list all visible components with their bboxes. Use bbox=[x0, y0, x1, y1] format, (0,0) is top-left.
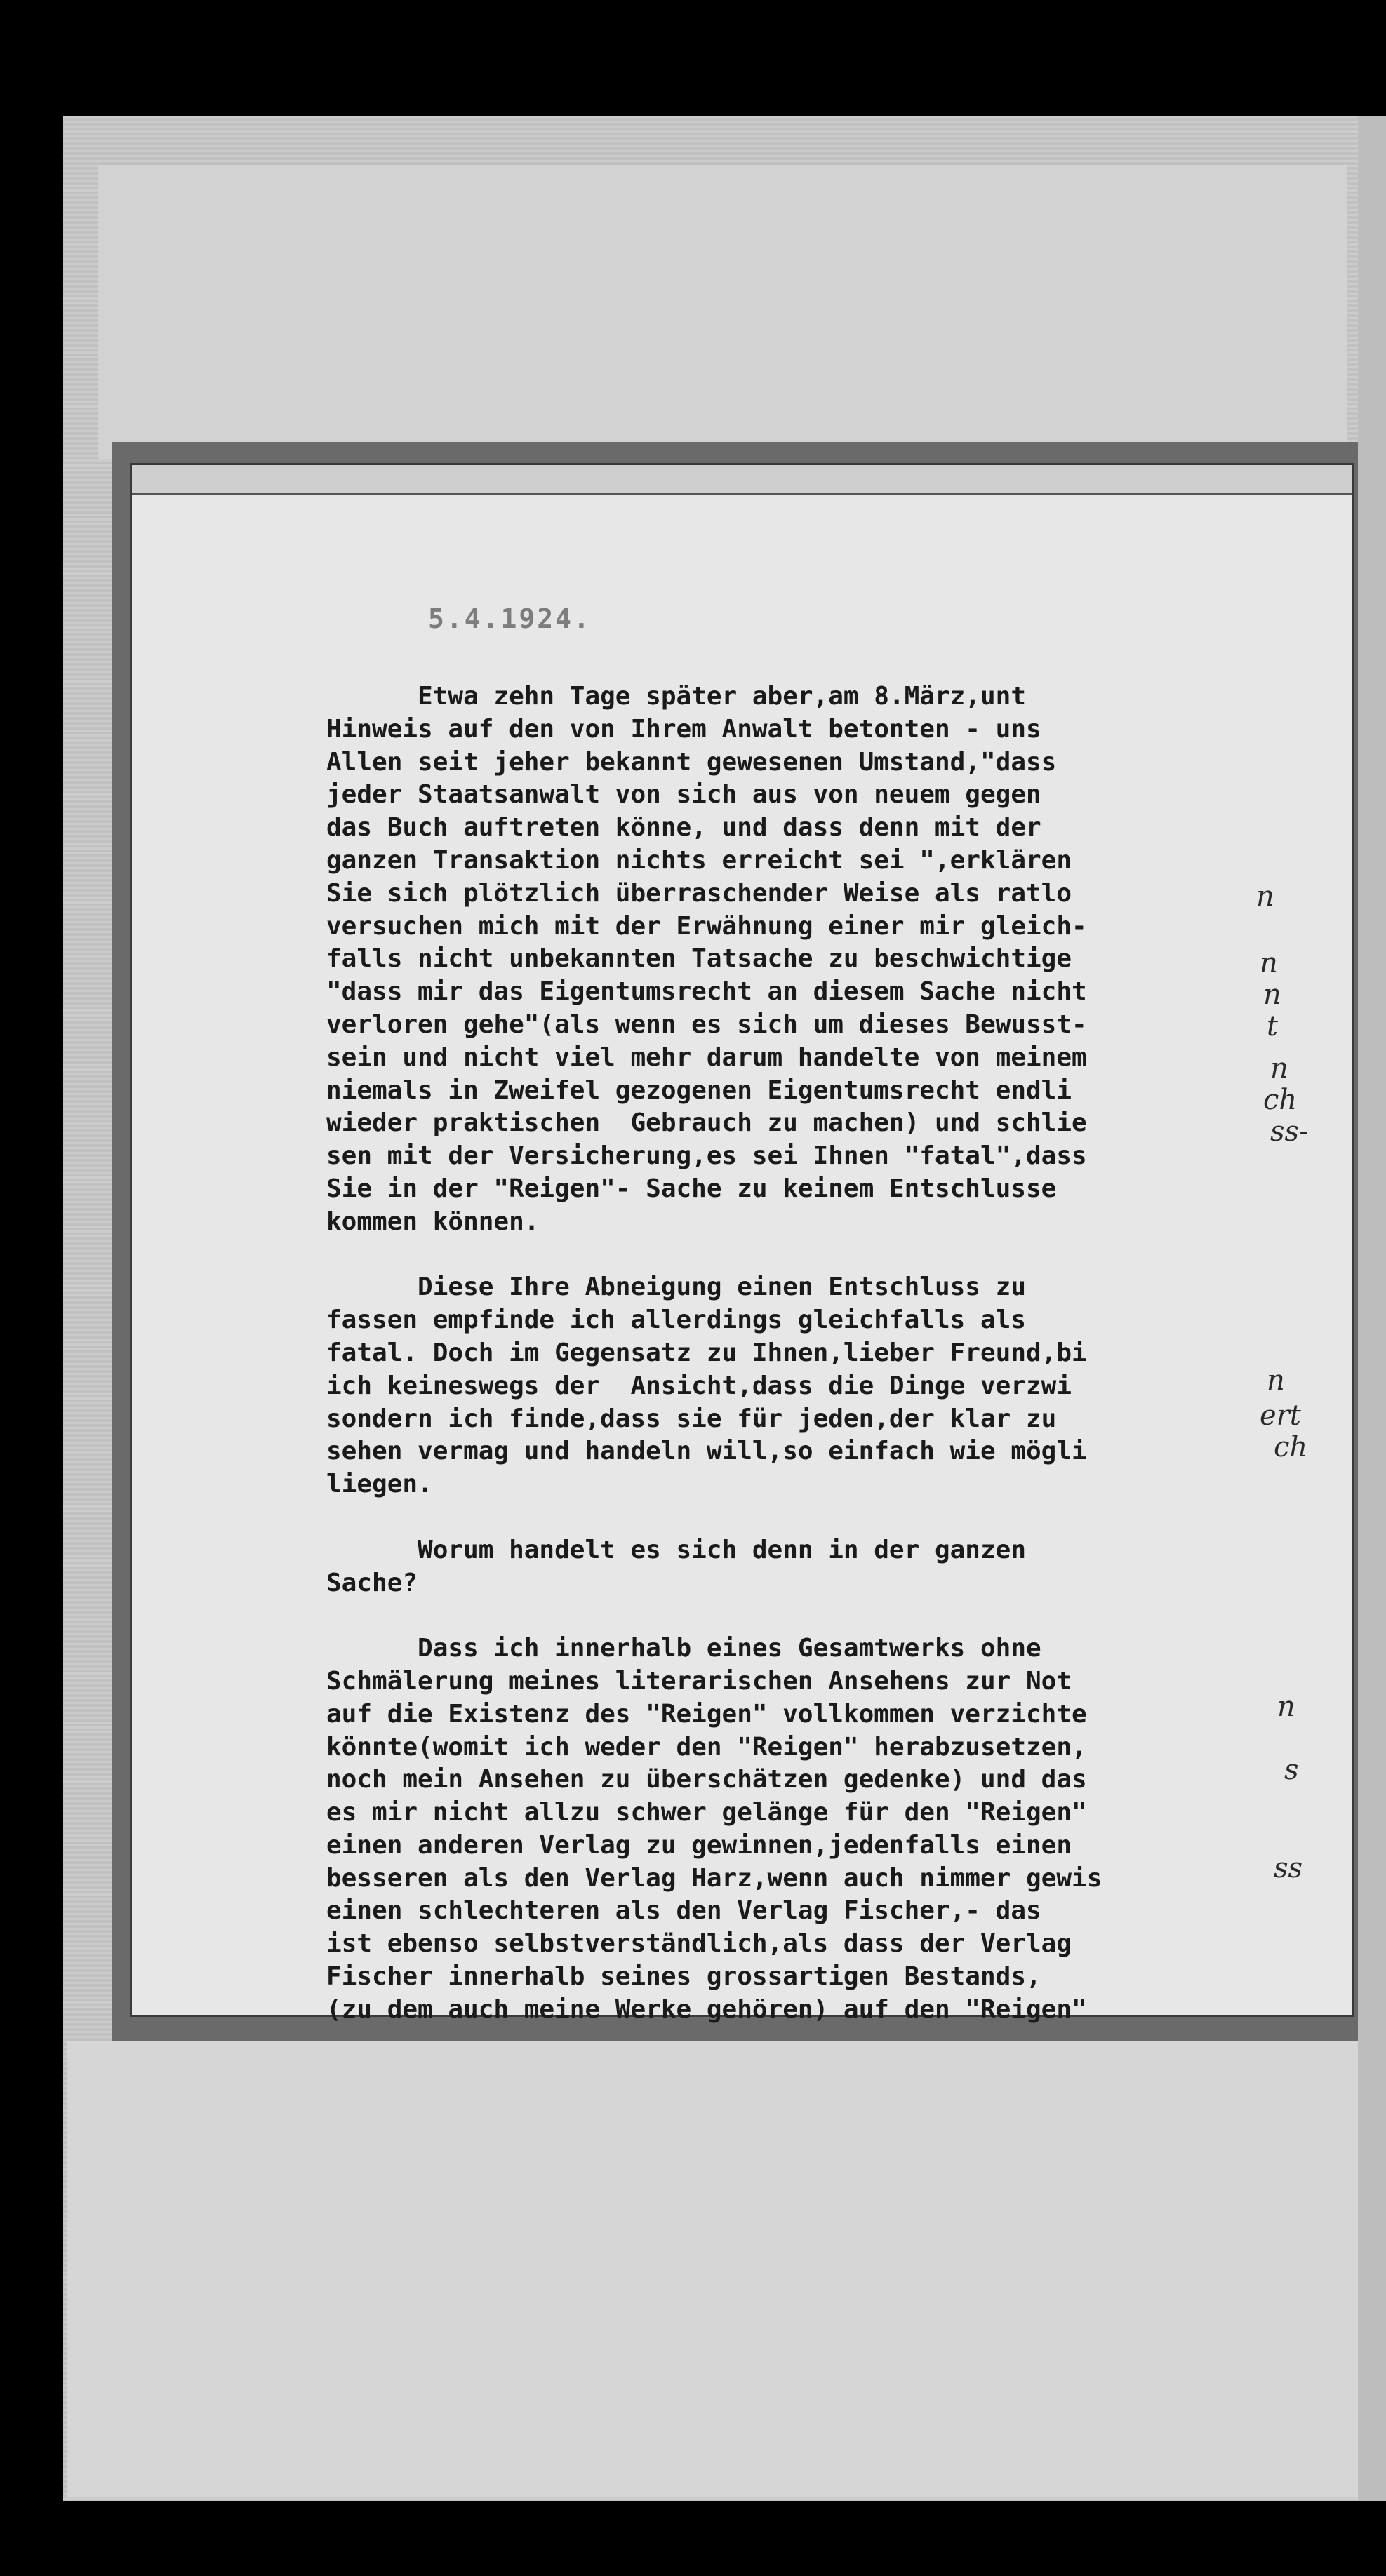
paragraph-4 bbox=[326, 1632, 1267, 2027]
bottom-sheet bbox=[67, 2041, 1365, 2497]
text-line: Dass ich innerhalb eines Gesamtwerks ohne bbox=[326, 1634, 1041, 1663]
handwritten-margin-note: t bbox=[1267, 1010, 1279, 1042]
handwritten-margin-note: ch bbox=[1274, 1431, 1308, 1463]
text-line: Sie sich plötzlich überraschender Weise als ratlo bbox=[326, 878, 1072, 908]
text-line: falls nicht unbekannten Tatsache zu beschwichtige bbox=[326, 944, 1072, 974]
text-line: liegen. bbox=[326, 1470, 433, 1499]
handwritten-margin-note: n bbox=[1277, 1691, 1295, 1723]
text-line: ganzen Transaktion nichts erreicht sei ",erklären bbox=[326, 845, 1072, 875]
text-line: Sie in der "Reigen"- Sache zu keinem Entschlusse bbox=[326, 1174, 1057, 1203]
paragraph-3 bbox=[326, 1534, 1267, 1600]
handwritten-margin-note: n bbox=[1270, 1052, 1288, 1085]
text-line: wieder praktischen Gebrauch zu machen) und schlie bbox=[326, 1108, 1087, 1138]
text-line: fassen empfinde ich allerdings gleichfalls als bbox=[326, 1306, 1026, 1335]
text-line: verloren gehe"(als wenn es sich um dieses Bewusst- bbox=[326, 1009, 1087, 1039]
letter-body bbox=[326, 680, 1267, 2027]
right-page-edge bbox=[1358, 116, 1386, 2501]
handwritten-margin-note: ss bbox=[1274, 1852, 1303, 1884]
text-line: ich keineswegs der Ansicht,dass die Dinge verzwi bbox=[326, 1371, 1072, 1400]
text-line: Schmälerung meines literarischen Ansehens zur Not bbox=[326, 1666, 1072, 1696]
handwritten-margin-note: ch bbox=[1263, 1084, 1298, 1116]
date-stamp: 5.4.1924. bbox=[428, 603, 592, 634]
text-line: kommen können. bbox=[326, 1207, 540, 1236]
text-line: einen schlechteren als den Verlag Fischer,- das bbox=[326, 1896, 1041, 1926]
text-line: Allen seit jeher bekannt gewesenen Umstand,"dass bbox=[326, 747, 1057, 777]
text-line: könnte(womit ich weder den "Reigen" herabzusetzen, bbox=[326, 1732, 1087, 1762]
handwritten-margin-note: n bbox=[1260, 947, 1278, 979]
text-line: Fischer innerhalb seines grossartigen Bestands, bbox=[326, 1962, 1041, 1992]
text-line: einen anderen Verlag zu gewinnen,jedenfalls einen bbox=[326, 1830, 1072, 1860]
paragraph-2 bbox=[326, 1271, 1267, 1501]
text-line: auf die Existenz des "Reigen" vollkommen verzichte bbox=[326, 1699, 1087, 1729]
text-line: sen mit der Versicherung,es sei Ihnen "fatal",dass bbox=[326, 1141, 1087, 1171]
handwritten-margin-note: ert bbox=[1260, 1400, 1301, 1432]
text-line: fatal. Doch im Gegensatz zu Ihnen,lieber Freund,bi bbox=[326, 1338, 1087, 1367]
torn-top-sheet bbox=[98, 165, 1347, 459]
text-line: "dass mir das Eigentumsrecht an diesem Sache nicht bbox=[326, 977, 1087, 1007]
handwritten-margin-note: n bbox=[1267, 1364, 1285, 1397]
text-line: (zu dem auch meine Werke gehören) auf den "Reigen" bbox=[326, 1994, 1087, 2024]
text-line: jeder Staatsanwalt von sich aus von neuem gegen bbox=[326, 780, 1041, 810]
text-line: Diese Ihre Abneigung einen Entschluss zu bbox=[326, 1273, 1026, 1302]
text-line: sehen vermag und handeln will,so einfach wie mögli bbox=[326, 1437, 1087, 1466]
handwritten-margin-note: s bbox=[1284, 1754, 1299, 1786]
text-line: es mir nicht allzu schwer gelänge für den "Reigen" bbox=[326, 1798, 1087, 1827]
text-line: sondern ich finde,dass sie für jeden,der klar zu bbox=[326, 1404, 1057, 1433]
text-line: Worum handelt es sich denn in der ganzen bbox=[326, 1535, 1026, 1564]
text-line: besseren als den Verlag Harz,wenn auch nimmer gewis bbox=[326, 1863, 1102, 1893]
text-line: ist ebenso selbstverständlich,als dass der Verlag bbox=[326, 1929, 1072, 1959]
paragraph-1 bbox=[326, 680, 1267, 1239]
handwritten-margin-note: ss- bbox=[1270, 1115, 1309, 1148]
text-line: niemals in Zweifel gezogenen Eigentumsrecht endli bbox=[326, 1075, 1072, 1105]
text-line: Hinweis auf den von Ihrem Anwalt betonten - uns bbox=[326, 714, 1041, 744]
text-line: noch mein Ansehen zu überschätzen gedenke) und das bbox=[326, 1765, 1087, 1795]
handwritten-margin-note: n bbox=[1263, 979, 1281, 1011]
text-line: sein und nicht viel mehr darum handelte von meinem bbox=[326, 1042, 1087, 1072]
handwritten-margin-note: n bbox=[1256, 880, 1274, 913]
text-line: Etwa zehn Tage später aber,am 8.März,unt bbox=[326, 682, 1026, 711]
text-line: das Buch auftreten könne, und dass denn mit der bbox=[326, 813, 1041, 843]
text-line: Sache? bbox=[326, 1568, 418, 1597]
text-line: versuchen mich mit der Erwähnung einer mir gleich- bbox=[326, 911, 1087, 941]
